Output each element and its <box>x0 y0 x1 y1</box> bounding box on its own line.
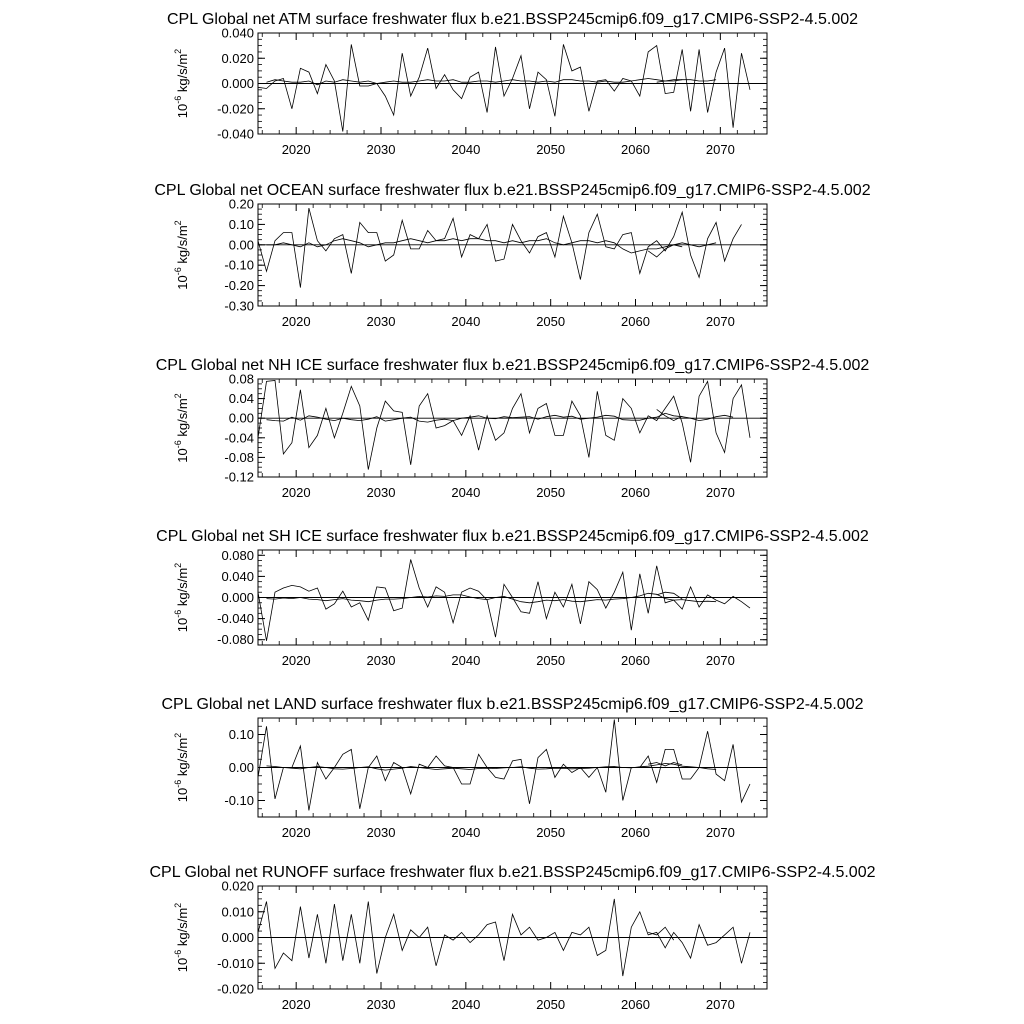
chart-panel-6 <box>150 864 876 1012</box>
x-tick-label: 2070 <box>705 485 735 500</box>
y-axis-label-unit-exponent: 2 <box>173 732 183 738</box>
x-tick-label: 2040 <box>451 485 481 500</box>
y-tick-label: -0.080 <box>217 632 254 648</box>
x-tick-label: 2070 <box>705 142 735 157</box>
y-tick-label: -0.010 <box>217 955 254 971</box>
chart-title: CPL Global net LAND surface freshwater flux b.e21.BSSP245cmip6.f09_g17.CMIP6-SSP2-4.5.002 <box>161 696 864 713</box>
y-tick-label: -0.04 <box>224 430 254 446</box>
x-tick-label: 2020 <box>281 314 311 329</box>
series-line-2 <box>648 927 674 940</box>
y-axis-label-exponent: -6 <box>173 949 183 958</box>
x-tick-label: 2070 <box>705 653 735 668</box>
y-tick-label: 0.080 <box>221 547 254 563</box>
y-tick-label: 0.00 <box>228 237 254 253</box>
series-line-1 <box>258 44 750 131</box>
chart-panel-4 <box>156 528 869 668</box>
y-axis-label-base: 10 <box>175 275 190 290</box>
y-tick-label: -0.020 <box>217 981 254 997</box>
x-tick-label: 2050 <box>536 485 566 500</box>
x-tick-label: 2040 <box>451 997 481 1012</box>
y-axis-label <box>173 49 190 118</box>
y-axis-label-exponent: -6 <box>173 95 183 104</box>
y-axis-label <box>173 220 190 289</box>
y-tick-label: 0.00 <box>228 410 254 426</box>
x-tick-label: 2060 <box>621 142 650 157</box>
y-tick-label: 0.08 <box>228 371 254 387</box>
series-line-3 <box>657 592 683 599</box>
y-axis-label-unit: kg/s/m <box>175 53 190 96</box>
chart-panel-5 <box>161 696 863 840</box>
x-tick-label: 2060 <box>621 314 650 329</box>
chart-title: CPL Global net SH ICE surface freshwater flux b.e21.BSSP245cmip6.f09_g17.CMIP6-SSP2-4.5.002 <box>156 528 869 545</box>
y-tick-label: 0.10 <box>228 216 254 232</box>
y-axis-label-unit: kg/s/m <box>175 907 190 950</box>
x-tick-label: 2050 <box>536 825 566 840</box>
y-axis-label-unit-exponent: 2 <box>173 48 183 54</box>
y-axis-label-base: 10 <box>175 103 190 119</box>
y-axis-label-base: 10 <box>175 787 190 803</box>
y-tick-label: 0.000 <box>221 590 254 605</box>
x-tick-label: 2030 <box>366 825 396 840</box>
chart-title: CPL Global net RUNOFF surface freshwater flux b.e21.BSSP245cmip6.f09_g17.CMIP6-SSP2-4.5.002 <box>149 864 876 881</box>
y-tick-label: -0.020 <box>217 101 254 117</box>
y-tick-label: 0.040 <box>221 568 254 584</box>
x-tick-label: 2070 <box>705 825 735 840</box>
y-axis-label-unit: kg/s/m <box>175 398 190 441</box>
x-tick-label: 2040 <box>451 653 481 668</box>
y-tick-label: 0.20 <box>228 196 254 212</box>
y-tick-label: -0.040 <box>217 126 254 142</box>
y-tick-label: 0.10 <box>228 727 254 742</box>
y-tick-label: -0.20 <box>224 278 254 294</box>
x-tick-label: 2070 <box>705 314 735 329</box>
y-tick-label: -0.10 <box>224 257 254 273</box>
x-tick-label: 2040 <box>451 825 481 840</box>
chart-panel-3 <box>156 357 870 500</box>
y-axis-label-exponent: -6 <box>173 779 183 788</box>
y-tick-label: 0.000 <box>221 930 254 945</box>
y-tick-label: 0.040 <box>221 25 254 41</box>
y-tick-label: -0.12 <box>224 469 254 485</box>
x-tick-label: 2070 <box>705 997 735 1012</box>
chart-title: CPL Global net OCEAN surface freshwater flux b.e21.BSSP245cmip6.f09_g17.CMIP6-SSP2-4.5.002 <box>154 182 871 199</box>
y-tick-label: -0.08 <box>224 449 254 465</box>
x-tick-label: 2050 <box>536 142 566 157</box>
y-axis-label-unit-exponent: 2 <box>173 393 183 399</box>
x-tick-label: 2020 <box>281 142 311 157</box>
y-axis-label <box>173 393 190 462</box>
y-tick-label: -0.10 <box>224 793 254 808</box>
y-tick-label: 0.010 <box>221 904 254 920</box>
y-axis-label <box>173 563 190 632</box>
x-tick-label: 2040 <box>451 142 481 157</box>
chart-title: CPL Global net ATM surface freshwater flux b.e21.BSSP245cmip6.f09_g17.CMIP6-SSP2-4.5.002 <box>166 11 859 28</box>
x-tick-label: 2050 <box>536 997 566 1012</box>
series-line-2 <box>267 593 717 603</box>
y-axis-label-exponent: -6 <box>173 440 183 449</box>
chart-panel-2 <box>154 182 870 329</box>
x-tick-label: 2030 <box>366 314 396 329</box>
x-tick-label: 2020 <box>281 825 311 840</box>
x-tick-label: 2060 <box>621 485 650 500</box>
x-tick-label: 2030 <box>366 142 396 157</box>
x-tick-label: 2050 <box>536 653 566 668</box>
y-axis-label-unit: kg/s/m <box>175 567 190 610</box>
y-axis-label <box>173 903 190 972</box>
series-line-1 <box>258 381 750 470</box>
y-axis-label-base: 10 <box>175 957 190 973</box>
y-axis-label-unit-exponent: 2 <box>173 902 183 908</box>
y-axis-label-unit: kg/s/m <box>175 737 190 780</box>
x-tick-label: 2030 <box>366 653 396 668</box>
y-axis-label-unit-exponent: 2 <box>173 220 183 226</box>
x-tick-label: 2060 <box>621 997 650 1012</box>
y-axis-label-unit: kg/s/m <box>175 225 190 268</box>
y-tick-label: 0.020 <box>221 878 254 894</box>
chart-title: CPL Global net NH ICE surface freshwater flux b.e21.BSSP245cmip6.f09_g17.CMIP6-SSP2-4.5.002 <box>155 357 870 374</box>
x-tick-label: 2030 <box>366 485 396 500</box>
y-tick-label: 0.00 <box>228 760 254 775</box>
y-tick-label: -0.30 <box>224 298 254 314</box>
x-tick-label: 2020 <box>281 485 311 500</box>
y-tick-label: 0.04 <box>228 391 254 407</box>
y-axis-label-exponent: -6 <box>173 267 183 276</box>
series-line-1 <box>258 208 742 288</box>
chart-panel-1 <box>167 11 858 157</box>
y-tick-label: 0.020 <box>221 50 254 66</box>
x-tick-label: 2030 <box>366 997 396 1012</box>
x-tick-label: 2040 <box>451 314 481 329</box>
x-tick-label: 2060 <box>621 825 650 840</box>
y-axis-label-exponent: -6 <box>173 609 183 618</box>
y-axis-label-unit-exponent: 2 <box>173 562 183 568</box>
y-tick-label: -0.040 <box>217 611 254 627</box>
y-axis-label-base: 10 <box>175 448 190 463</box>
x-tick-label: 2050 <box>536 314 566 329</box>
y-axis-label-base: 10 <box>175 617 190 633</box>
y-axis-label <box>173 733 190 802</box>
x-tick-label: 2020 <box>281 653 311 668</box>
y-tick-label: 0.000 <box>221 76 254 91</box>
x-tick-label: 2060 <box>621 653 650 668</box>
x-tick-label: 2020 <box>281 997 311 1012</box>
